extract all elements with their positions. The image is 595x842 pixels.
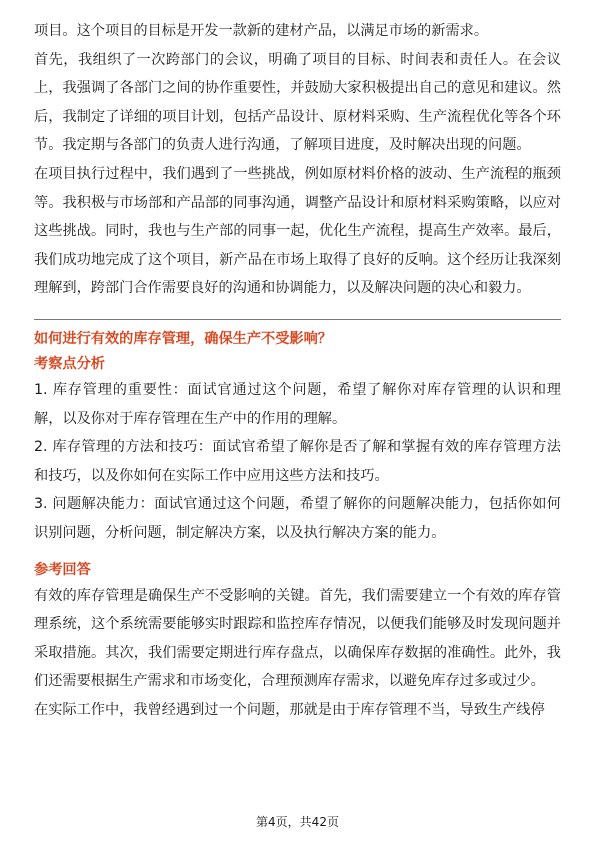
question-heading: 如何进行有效的库存管理，确保生产不受影响？: [34, 330, 332, 347]
intro-paragraph: 在项目执行过程中，我们遇到了一些挑战，例如原材料价格的波动、生产流程的瓶颈等。我积极与市场部和产品部的同事沟通，调整产品设计和原材料采购策略，以应对这些挑战。同时，我也与生产部的同事一起，优化生产流程，提高生产效率。最后，我们成功地完成了这个项目，新产品在市场上取得了良好的反响。这个经历让我深刻理解到，跨部门合作需要良好的沟通和协调能力，以及解决问题的决心和毅力。: [34, 165, 561, 297]
answer-title: 参考回答: [34, 561, 91, 578]
answer-paragraph: 有效的库存管理是确保生产不受影响的关键。首先，我们需要建立一个有效的库存管理系统，这个系统需要能够实时跟踪和监控库存情况，以便我们能够及时发现问题并采取措施。其次，我们需要定期进行库存盘点，以确保库存数据的准确性。此外，我们还需要根据生产需求和市场变化，合理预测库存需求，以避免库存过多或过少。: [34, 587, 561, 690]
section-divider: [34, 319, 561, 320]
document-page: [34, 17, 561, 724]
page-footer: 第4页，共42页: [256, 815, 339, 829]
answer-paragraph: 在实际工作中，我曾经遇到过一个问题，那就是由于库存管理不当，导致生产线停: [34, 701, 545, 718]
analysis-item: 2. 库存管理的方法和技巧：面试官希望了解你是否了解和掌握有效的库存管理方法和技巧，以及你如何在实际工作中应用这些方法和技巧。: [34, 439, 561, 484]
intro-paragraph: 项目。这个项目的目标是开发一款新的建材产品，以满足市场的新需求。: [34, 23, 489, 39]
analysis-title: 考察点分析: [34, 355, 105, 372]
analysis-item: 3. 问题解决能力：面试官通过这个问题，希望了解你的问题解决能力，包括你如何识别问题，分析问题，制定解决方案，以及执行解决方案的能力。: [34, 496, 561, 541]
analysis-item: 1. 库存管理的重要性：面试官通过这个问题，希望了解你对库存管理的认识和理解，以及你对于库存管理在生产中的作用的理解。: [34, 381, 561, 427]
intro-paragraph: 首先，我组织了一次跨部门的会议，明确了项目的目标、时间表和责任人。在会议上，我强调了各部门之间的协作重要性，并鼓励大家积极提出自己的意见和建议。然后，我制定了详细的项目计划，包括产品设计、原材料采购、生产流程优化等各个环节。我定期与各部门的负责人进行沟通，了解项目进度，及时解决出现的问题。: [34, 51, 561, 154]
